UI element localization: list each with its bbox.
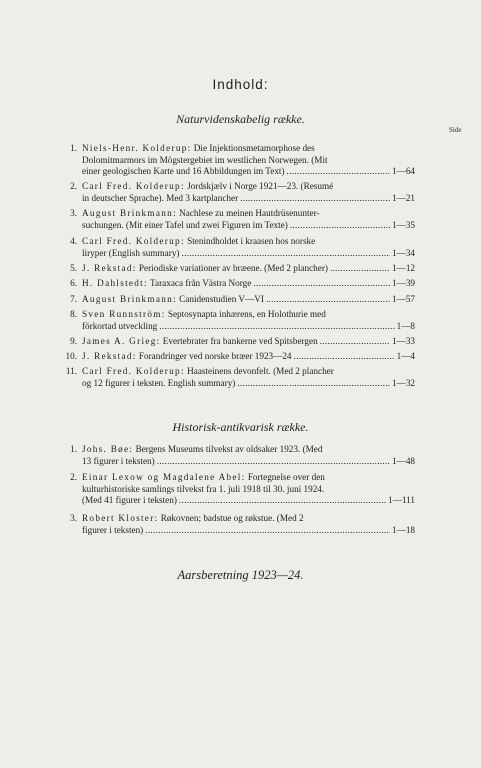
entry-text: H. Dahlstedt: Taraxaca från Västra Norge <box>82 278 252 288</box>
entry-author: Johs. Bøe: <box>82 444 134 454</box>
entry-line <box>82 321 415 333</box>
entry-text: einer geologischen Karte und 16 Abbildungen im Text) <box>82 166 285 177</box>
entry-text: 13 figurer i teksten) <box>82 455 155 466</box>
entry-number: 1. <box>70 444 77 454</box>
entry-number: 2. <box>70 472 77 482</box>
entry-text: figurer i teksten) <box>82 524 144 535</box>
entry-body <box>82 236 415 259</box>
entry-line <box>82 495 415 507</box>
entry-line <box>82 294 415 306</box>
leader-dots <box>290 220 390 232</box>
entry-text: Einar Lexow og Magdalene Abel: Fortegnelse over den <box>82 472 325 482</box>
entry-text: kulturhistoriske samlings tilvekst fra 1. juli 1918 til 30. juni 1924. <box>82 483 325 494</box>
entry-number: 3. <box>70 513 77 523</box>
entry-pages: 1—64 <box>392 166 415 177</box>
entry-line <box>82 472 415 484</box>
entry-body <box>82 472 415 507</box>
entry-number: 5. <box>70 263 77 273</box>
entry-text: Robert Kloster: Røkovnen; badstue og røkstue. (Med 2 <box>82 513 304 523</box>
leader-dots <box>179 495 386 507</box>
entry-pages: 1—18 <box>392 524 415 535</box>
leader-dots <box>330 263 390 275</box>
entry-text: in deutscher Sprache). Med 3 kartplancher <box>82 192 239 203</box>
entry-line <box>82 525 415 537</box>
leader-dots <box>159 321 394 333</box>
entry-text: August Brinkmann: Nachlese zu meinen Hautdrüsenunter- <box>82 208 320 218</box>
entry-author: Carl Fred. Kolderup: <box>82 236 185 246</box>
entry-number: 6. <box>70 278 77 288</box>
entry-line <box>82 155 415 167</box>
entry-author: Einar Lexow og Magdalene Abel: <box>82 472 246 482</box>
entry-author: Niels-Henr. Kolderup: <box>82 143 192 153</box>
entry-line <box>82 513 415 525</box>
leader-dots <box>157 456 390 468</box>
entry-author: August Brinkmann: <box>82 208 177 218</box>
entry-body <box>82 143 415 178</box>
entry-body <box>82 208 415 231</box>
entry-text: August Brinkmann: Canidenstudien V—VI <box>82 294 264 304</box>
leader-dots <box>240 193 390 205</box>
entry-text: Niels-Henr. Kolderup: Die Injektionsmetamorphose des <box>82 143 315 153</box>
entry-line <box>82 484 415 496</box>
entry-number: 10. <box>65 351 77 361</box>
entry-number: 2. <box>70 181 77 191</box>
entry-author: Sven Runnström: <box>82 309 166 319</box>
entry-number: 4. <box>70 236 77 246</box>
entry-line <box>82 351 415 363</box>
section-historical-title: Historisk-antikvarisk række. <box>172 420 309 434</box>
entry-pages: 1—33 <box>392 336 415 346</box>
entry-line <box>82 166 415 178</box>
entry-author: Carl Fred. Kolderup: <box>82 366 185 376</box>
entry-text: James A. Grieg: Evertebrater fra bankerne ved Spitsbergen <box>82 336 318 346</box>
entry-line <box>82 378 415 390</box>
entry-body <box>82 278 415 290</box>
entry-pages: 1—48 <box>392 455 415 466</box>
leader-dots <box>145 525 390 537</box>
entry-line <box>82 278 415 290</box>
entry-text: Carl Fred. Kolderup: Haasteinens devonfelt. (Med 2 plancher <box>82 366 334 376</box>
page-column-label: Side <box>449 126 462 134</box>
leader-dots <box>320 336 390 348</box>
entry-pages: 1—32 <box>392 377 415 388</box>
entry-line <box>82 208 415 220</box>
entry-author: Carl Fred. Kolderup: <box>82 181 185 191</box>
entry-pages: 1—21 <box>392 192 415 203</box>
entry-number: 11. <box>65 366 77 376</box>
entry-pages: 1—4 <box>396 351 415 361</box>
entry-text: liryper (English summary) <box>82 247 180 258</box>
entry-pages: 1—35 <box>392 219 415 230</box>
entry-line <box>82 181 415 193</box>
entry-number: 7. <box>70 294 77 304</box>
leader-dots <box>237 378 390 390</box>
entry-line <box>82 220 415 232</box>
contents-heading: Indhold: <box>212 77 269 92</box>
entry-pages: 1—57 <box>392 294 415 304</box>
entry-pages: 1—12 <box>392 263 415 273</box>
entry-author: Robert Kloster: <box>82 513 159 523</box>
entry-pages: 1—39 <box>392 278 415 288</box>
annual-report-title: Aarsberetning 1923—24. <box>177 568 304 582</box>
entry-text: Dolomitmarmors im Mögstergebiet im westlichen Norwegen. (Mit <box>82 154 328 165</box>
entry-pages: 1—34 <box>392 247 415 258</box>
entry-author: James A. Grieg: <box>82 336 161 346</box>
entry-line <box>82 236 415 248</box>
entry-body <box>82 181 415 204</box>
entry-text: Johs. Bøe: Bergens Museums tilvekst av oldsaker 1923. (Med <box>82 444 323 454</box>
entry-author: August Brinkmann: <box>82 294 177 304</box>
entry-number: 8. <box>70 309 77 319</box>
entry-text: og 12 figurer i teksten. English summary) <box>82 377 236 388</box>
entry-text: J. Rekstad: Periodiske variationer av bræene. (Med 2 plancher) <box>82 263 328 273</box>
entry-line <box>82 193 415 205</box>
entry-text: förkortad utveckling <box>82 320 158 331</box>
entry-body <box>82 513 415 536</box>
entry-number: 9. <box>70 336 77 346</box>
entry-body <box>82 351 415 363</box>
entry-body <box>82 309 415 332</box>
entry-number: 3. <box>70 208 77 218</box>
entry-author: H. Dahlstedt: <box>82 278 148 288</box>
entry-body <box>82 366 415 389</box>
entry-text: Carl Fred. Kolderup: Jordskjælv i Norge 1921—23. (Resumé <box>82 181 334 191</box>
leader-dots <box>287 166 390 178</box>
entry-text: Sven Runnström: Septosynapta inhærens, en Holothurie med <box>82 309 326 319</box>
entry-author: J. Rekstad: <box>82 351 137 361</box>
leader-dots <box>294 351 395 363</box>
entry-line <box>82 248 415 260</box>
entry-number: 1. <box>70 143 77 153</box>
entry-text: suchungen. (Mit einer Tafel und zwei Figuren im Texte) <box>82 219 288 230</box>
entry-body <box>82 444 415 467</box>
entry-pages: 1—8 <box>396 320 415 331</box>
entry-line <box>82 263 415 275</box>
leader-dots <box>253 278 390 290</box>
leader-dots <box>266 294 390 306</box>
entry-line <box>82 456 415 468</box>
entry-text: (Med 41 figurer i teksten) <box>82 495 177 506</box>
leader-dots <box>181 248 390 260</box>
entry-author: J. Rekstad: <box>82 263 137 273</box>
entry-body <box>82 263 415 275</box>
entry-text: Carl Fred. Kolderup: Stenindholdet i kraasen hos norske <box>82 236 316 246</box>
entry-line <box>82 309 415 321</box>
entry-line <box>82 444 415 456</box>
entry-line <box>82 336 415 348</box>
entry-line <box>82 143 415 155</box>
entry-line <box>82 366 415 378</box>
entry-body <box>82 294 415 306</box>
entry-pages: 1—111 <box>388 495 415 506</box>
entry-body <box>82 336 415 348</box>
entry-text: J. Rekstad: Forandringer ved norske bræer 1923—24 <box>82 351 292 361</box>
section-natural-science-title: Naturvidenskabelig række. <box>176 112 305 126</box>
